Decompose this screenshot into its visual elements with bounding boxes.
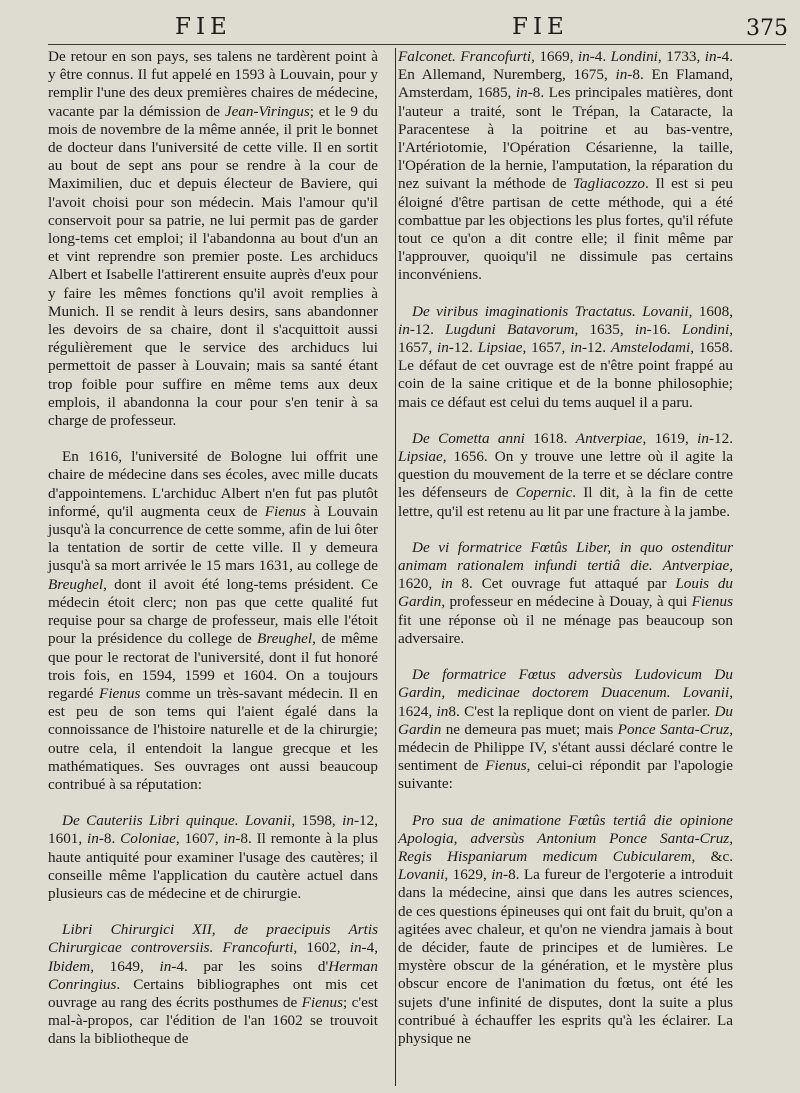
text-run: 8. Cet ouvrage fut attaqué par [452,575,676,593]
italic-run: in [491,866,504,884]
text-run: , 1620, [398,557,733,593]
italic-run: in [704,48,717,65]
text-run: -4, [361,939,378,957]
text-run: , 1658. Le défaut de cet ouvrage est de n'être point frappé au coin de la saine critique et de la bonne philosophie; mais ce défaut est celui du tems auquel il a paru. [398,339,734,411]
text-run: , &c. [691,847,733,865]
page-number: 375 [746,16,788,41]
text-run: -8. Il remonte à la plus haute antiquité pour examiner l'usage des cautères; il conseille même l'application du cautère actuel dans plusieurs cas de médecine et de chirurgie. [48,830,379,902]
italic-run: in [634,320,647,338]
italic-run: De viribus imaginationis Tractatus. Lovanii [412,302,689,320]
text-run: , 1619, [642,429,698,447]
italic-run: in [349,939,362,957]
italic-run: in [615,66,628,84]
italic-run: Jean-Viringus [224,102,310,120]
italic-run: De vi formatrice Fœtûs Liber, in quo ostenditur animam rationalem infundi tertiâ die. Antverpiae [398,538,733,575]
italic-run: Lipsiae [477,339,523,357]
italic-run: in [697,429,709,447]
italic-run: Amstelodami [610,339,691,357]
italic-run: in [342,812,354,830]
text-run: . Certains bibliographes ont mis cet ouvrage au rang des écrits posthumes de [48,975,378,1011]
italic-run: Herman Conringius [48,957,378,993]
italic-run: De Cauteriis Libri quinque. Lovanii [62,812,292,830]
text-run: , de même que pour le rectorat de l'université, dont il fut honoré trois fois, en 1594, 1599 et 1604. On a toujours regardé [48,630,378,702]
italic-run: in [570,339,582,357]
text-run: -8. En Flamand, Amsterdam, 1685, [398,66,734,102]
text-run: , 1733, [657,48,705,65]
text-run: , professeur en médecine à Douay, à qui [441,593,692,611]
italic-run: in [436,702,449,720]
paragraph-return-louvain [48,48,378,430]
italic-run: Fienus [691,593,733,611]
paragraph-de-cometta [398,430,733,521]
italic-run: Antverpiae [575,429,643,447]
italic-run: Lipsiae [398,448,443,466]
text-run: ; c'est mal-à-propos, car l'édition de l'an 1602 se trouvoit dans la bibliotheque de [48,993,378,1048]
italic-run: Du Gardin [398,702,734,738]
text-run: De retour en son pays, ses talens ne tardèrent point à y être connus. Il fut appelé en 1593 à Louvain, pour y remplir l'une des deux premières chaires de médecine, vacante par la démission de [48,48,378,120]
paragraph-bologna-offer [48,448,378,794]
text-run: , 1607, [175,830,224,848]
italic-run: Coloniae [120,830,176,848]
text-run: à Louvain jusqu'à la concurrence de cette somme, afin de lui ôter la tentation de sortir de cette ville. Il y demeura jusqu'à sa mort arrivée le 15 mars 1631, au college de [48,502,378,575]
text-run: comme un très-savant médecin. Il en est peu de son tems qui l'aient égalé dans la connoissance de l'histoire naturelle et de la chirurgie; outre cela, il entendoit la langue grecque et les mathématiques. Ses ouvrages ont aussi beaucoup contribué à sa réputation: [48,684,378,793]
header-rule [48,44,786,45]
column-divider [395,48,396,1086]
italic-run: Lovanii [398,866,445,884]
italic-run: Tagliacozzo [573,175,646,193]
italic-run: in [437,339,449,357]
paragraph-de-formatrice-adversus [398,666,733,793]
text-run: , celui-ci répondit par l'apologie suivante: [398,757,733,793]
text-run: ; et le 9 du mois de novembre de la même année, il prit le bonnet de docteur dans l'université de cette ville. Il en sortit au bout de sept ans pour se rendre à la cour de Maximilien, duc et depuis électeur de Baviere, qui l'avoit choisi pour son médecin. Mais l'amour qu'il conservoit pour sa patrie, ne lui permit pas de garder long-tems cet emploi; il l'abandonna au bout d'un an et vint reprendre son premier poste. Les archiducs Albert et Isabelle l'attirerent ensuite auprès d'eux pour y faire les mêmes fonctions qu'il avoit remplies à Munich. Il se rendit à leurs desirs, sans abandonner les devoirs de sa chaire, dont il s'acquittoit aussi régulièrement que le service des archiducs lui permettoit de passer à Louvain; mais sa santé étant trop foible pour suffire en même tems aux deux emplois, il abandonna la cour pour s'en tenir à sa charge de professeur. [48,102,379,430]
text-run: , 1602, [293,939,350,957]
paragraph-editions-and-contents [398,48,733,285]
italic-run: Londini [610,48,658,65]
text-run: -4. par les soins d' [171,957,329,975]
text-run: , médecin de Philippe IV, s'étant aussi déclaré contre le sentiment de [398,720,733,775]
text-run: -12. [409,320,446,338]
text-run: , dont il avoit été long-tems président. Ce médecin étoit clerc; non pas que cette qualité fut requise pour sa charge de professeur, mais elle l'étoit pour la présidence du college de [48,575,378,648]
text-run: -8. Les principales matières, dont l'auteur a traité, sont le Trépan, la Cataracte, la Paracentese à la poitrine et au bas-ventre, l'Artériotomie, l'Opération Césarienne, la taille, l'Opération de la hernie, l'amputation, la réparation du nez suivant la méthode de [398,84,733,193]
italic-run: Fienus [264,502,307,520]
text-run: ne demeura pas muet; mais [441,720,618,738]
italic-run: in [159,957,172,975]
italic-run: Lugduni Batavorum [445,320,575,338]
text-run: . Il est si peu éloigné d'être partisan de cette méthode, qui a été combattue par les objections les plus fortes, qu'il réfute tout ce qu'on a dit contre elle; il finit même par l'approuver, quoiqu'il ne dissimule pas certains inconvéniens. [398,175,733,284]
italic-run: in [515,84,528,102]
left-column [48,48,378,1049]
paragraph-de-cauteriis [48,812,378,903]
italic-run: Copernic [515,484,573,502]
italic-run: De Cometta anni [412,429,525,447]
italic-run: Fienus [301,993,343,1011]
text-run: , 1635, [574,320,635,338]
italic-run: Ponce Santa-Cruz [617,720,730,738]
italic-run: in [398,320,410,338]
italic-run: Fienus [99,684,141,702]
italic-run: in [440,575,453,593]
text-run: -12. [582,339,611,357]
italic-run: Pro sua de animatione Fœtûs tertiâ die opinione Apologia, adversùs Antonium Ponce Santa-Cruz, Regis Hispaniarum medicum Cubicularem [398,811,733,865]
text-run: -4. En Allemand, Nuremberg, 1675, [398,48,734,84]
italic-run: in [87,830,99,848]
text-run: , 1657, [398,320,733,357]
text-run: -8. [98,830,121,848]
italic-run: Fienus [485,757,527,775]
running-head-left: FIE [175,14,232,40]
italic-run: Falconet. Francofurti [398,48,532,65]
text-run: -12, 1601, [48,812,378,848]
text-run: . Il dit, à la fin de cette lettre, qu'il est retenu au lit par une fracture à la jambe. [398,484,733,520]
text-run: , 1608, [688,302,734,320]
italic-run: Breughel [48,575,104,593]
text-run: fit une réponse où il ne ménage pas beaucoup son adversaire. [398,611,733,647]
text-run: , 1598, [291,812,343,830]
text-run: , 1656. On y trouve une lettre où il agite la question du mouvement de la terre et se déclare contre les défenseurs de [398,448,733,502]
paragraph-de-viribus-imaginationis [398,303,733,412]
italic-run: Breughel [257,630,313,648]
italic-run: De formatrice Fœtus adversùs Ludovicum Du Gardin, medicinae doctorem Duacenum. Lovanii [398,666,733,702]
text-run: -12. [708,429,733,447]
right-column [398,48,733,1048]
text-run: , 1669, [531,48,578,65]
italic-run: in [577,48,590,65]
italic-run: Louis du Gardin [398,575,734,611]
text-run: , 1629, [444,866,492,884]
text-run: -12. [448,339,478,357]
text-run: -16. [646,320,682,338]
paragraph-apologia [398,812,733,1049]
text-run: 8. C'est la replique dont on vient de parler. [448,702,715,720]
text-run: 1618. [524,429,576,447]
paragraph-libri-chirurgici [48,921,378,1048]
italic-run: Londini [681,320,730,338]
text-run: -4. [589,48,611,65]
text-run: , 1657, [522,339,571,357]
running-head-right: FIE [512,14,569,40]
paragraph-de-vi-formatrice [398,539,733,648]
text-run: , 1649, [90,957,160,975]
italic-run: Ibidem [48,957,91,975]
text-run: En 1616, l'université de Bologne lui offrit une chaire de médecine dans ses écoles, avec mille ducats d'appointemens. L'archiduc Albert n'en fut pas plutôt informé, qu'il augmenta ceux de [48,448,378,520]
text-run: , 1624, [398,684,733,720]
italic-run: Libri Chirurgici XII, de praecipuis Artis Chirurgicae controversiis. Francofurti [48,921,378,957]
text-run: -8. La fureur de l'ergoterie a introduit dans la médecine, ainsi que dans les autres sciences, de ces questions épineuses qui ont fait du bruit, qu'on a agitées avec chaleur, et qu'on ne viendra jamais à bout de décider, faute de principes et de lumières. Le mystère obscur de la génération, et le mystère plus obscur encore de l'animation du fœtus, ont été les sujets d'une infinité de disputes, dont la suite a plus contribué à échauffer les esprits qu'à les éclairer. La physique ne [398,866,733,1047]
italic-run: in [223,830,236,848]
